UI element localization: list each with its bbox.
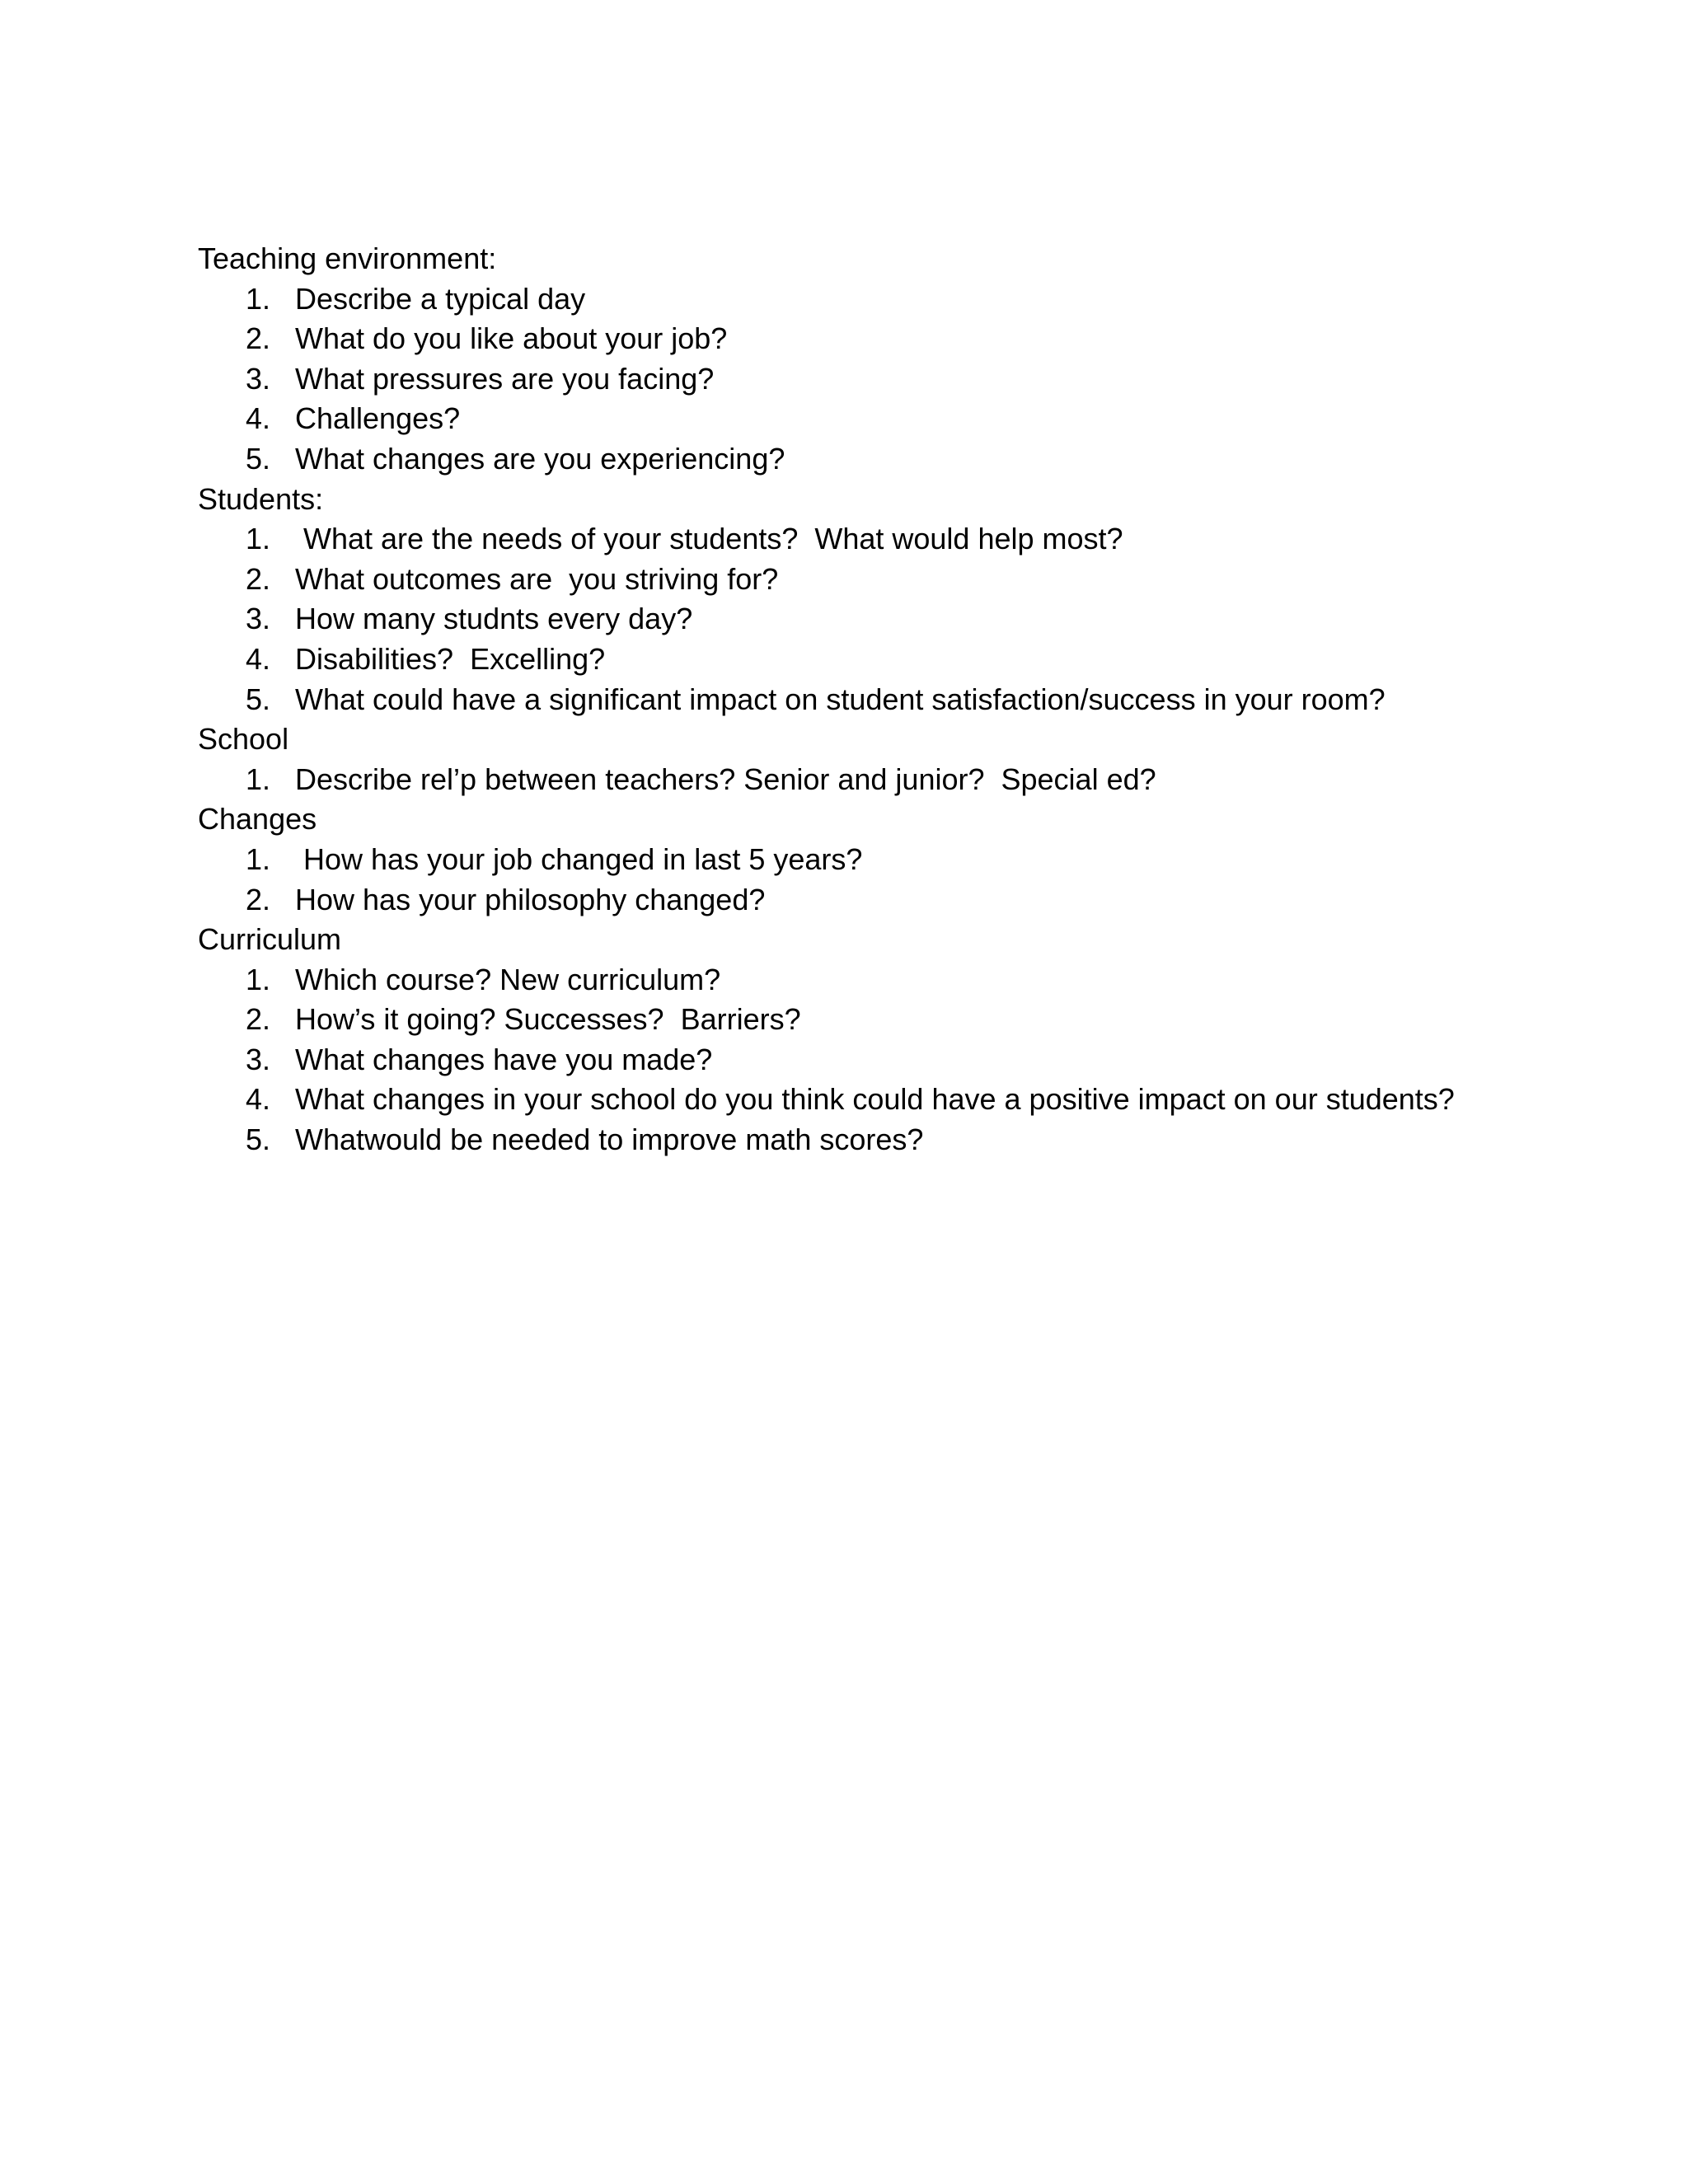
- list-number: 5.: [246, 1122, 271, 1157]
- list-number: 4.: [246, 401, 271, 436]
- list-number: 1.: [246, 962, 271, 996]
- section-heading-curriculum: Curriculum: [198, 922, 342, 957]
- list-number: 1.: [246, 841, 271, 876]
- list-text: Disabilities? Excelling?: [295, 641, 606, 676]
- list-number: 4.: [246, 641, 271, 676]
- list-text: Describe a typical day: [295, 281, 586, 316]
- list-text: What pressures are you facing?: [295, 361, 715, 396]
- list-text: What changes have you made?: [295, 1042, 713, 1076]
- list-item: [198, 760, 1550, 800]
- list-text: How has your philosophy changed?: [295, 882, 766, 916]
- list-text: What changes in your school do you think could have a positive impact on our students?: [295, 1082, 1455, 1117]
- list-number: 2.: [246, 1002, 271, 1037]
- list-number: 4.: [246, 1082, 271, 1117]
- list-text: What do you like about your job?: [295, 321, 728, 356]
- list-number: 2.: [246, 561, 271, 596]
- list-text: How’s it going? Successes? Barriers?: [295, 1002, 801, 1037]
- list-item: [198, 399, 1550, 439]
- list-item: [198, 519, 1550, 560]
- list-text: How has your job changed in last 5 years?: [295, 841, 863, 876]
- list-text: Which course? New curriculum?: [295, 962, 721, 996]
- list-text: What outcomes are you striving for?: [295, 561, 779, 596]
- list-text: What could have a significant impact on student satisfaction/success in your room?: [295, 682, 1386, 716]
- list-number: 2.: [246, 882, 271, 916]
- list-item: [198, 640, 1550, 680]
- list-number: 3.: [246, 1042, 271, 1076]
- list-text: Challenges?: [295, 401, 461, 436]
- list-number: 3.: [246, 602, 271, 636]
- list-item: [198, 960, 1550, 1001]
- list-number: 5.: [246, 441, 271, 476]
- list-item: [198, 1040, 1550, 1080]
- list-text: What changes are you experiencing?: [295, 441, 785, 476]
- document-content: [198, 239, 1550, 1160]
- list-text: Whatwould be needed to improve math scores?: [295, 1122, 924, 1157]
- list-item: [198, 880, 1550, 921]
- section-heading-school: School: [198, 722, 289, 757]
- list-text: Describe rel’p between teachers? Senior and junior? Special ed?: [295, 762, 1156, 796]
- list-item: [198, 1120, 1550, 1160]
- list-text: What are the needs of your students? What would help most?: [295, 522, 1123, 556]
- list-number: 2.: [246, 321, 271, 356]
- list-item: [198, 359, 1550, 400]
- list-item: [198, 319, 1550, 359]
- list-item: [198, 560, 1550, 600]
- section-heading-changes: Changes: [198, 802, 317, 837]
- section-heading-students: Students:: [198, 481, 324, 516]
- list-item: [198, 840, 1550, 880]
- list-number: 1.: [246, 522, 271, 556]
- list-item: [198, 439, 1550, 480]
- list-number: 1.: [246, 762, 271, 796]
- list-item: [198, 599, 1550, 640]
- list-item: [198, 279, 1550, 320]
- list-number: 5.: [246, 682, 271, 716]
- section-heading-teaching-environment: Teaching environment:: [198, 241, 497, 275]
- list-item: [198, 1000, 1550, 1040]
- list-item: [198, 1080, 1550, 1120]
- list-text: How many studnts every day?: [295, 602, 693, 636]
- list-number: 3.: [246, 361, 271, 396]
- list-item: [198, 680, 1550, 720]
- list-number: 1.: [246, 281, 271, 316]
